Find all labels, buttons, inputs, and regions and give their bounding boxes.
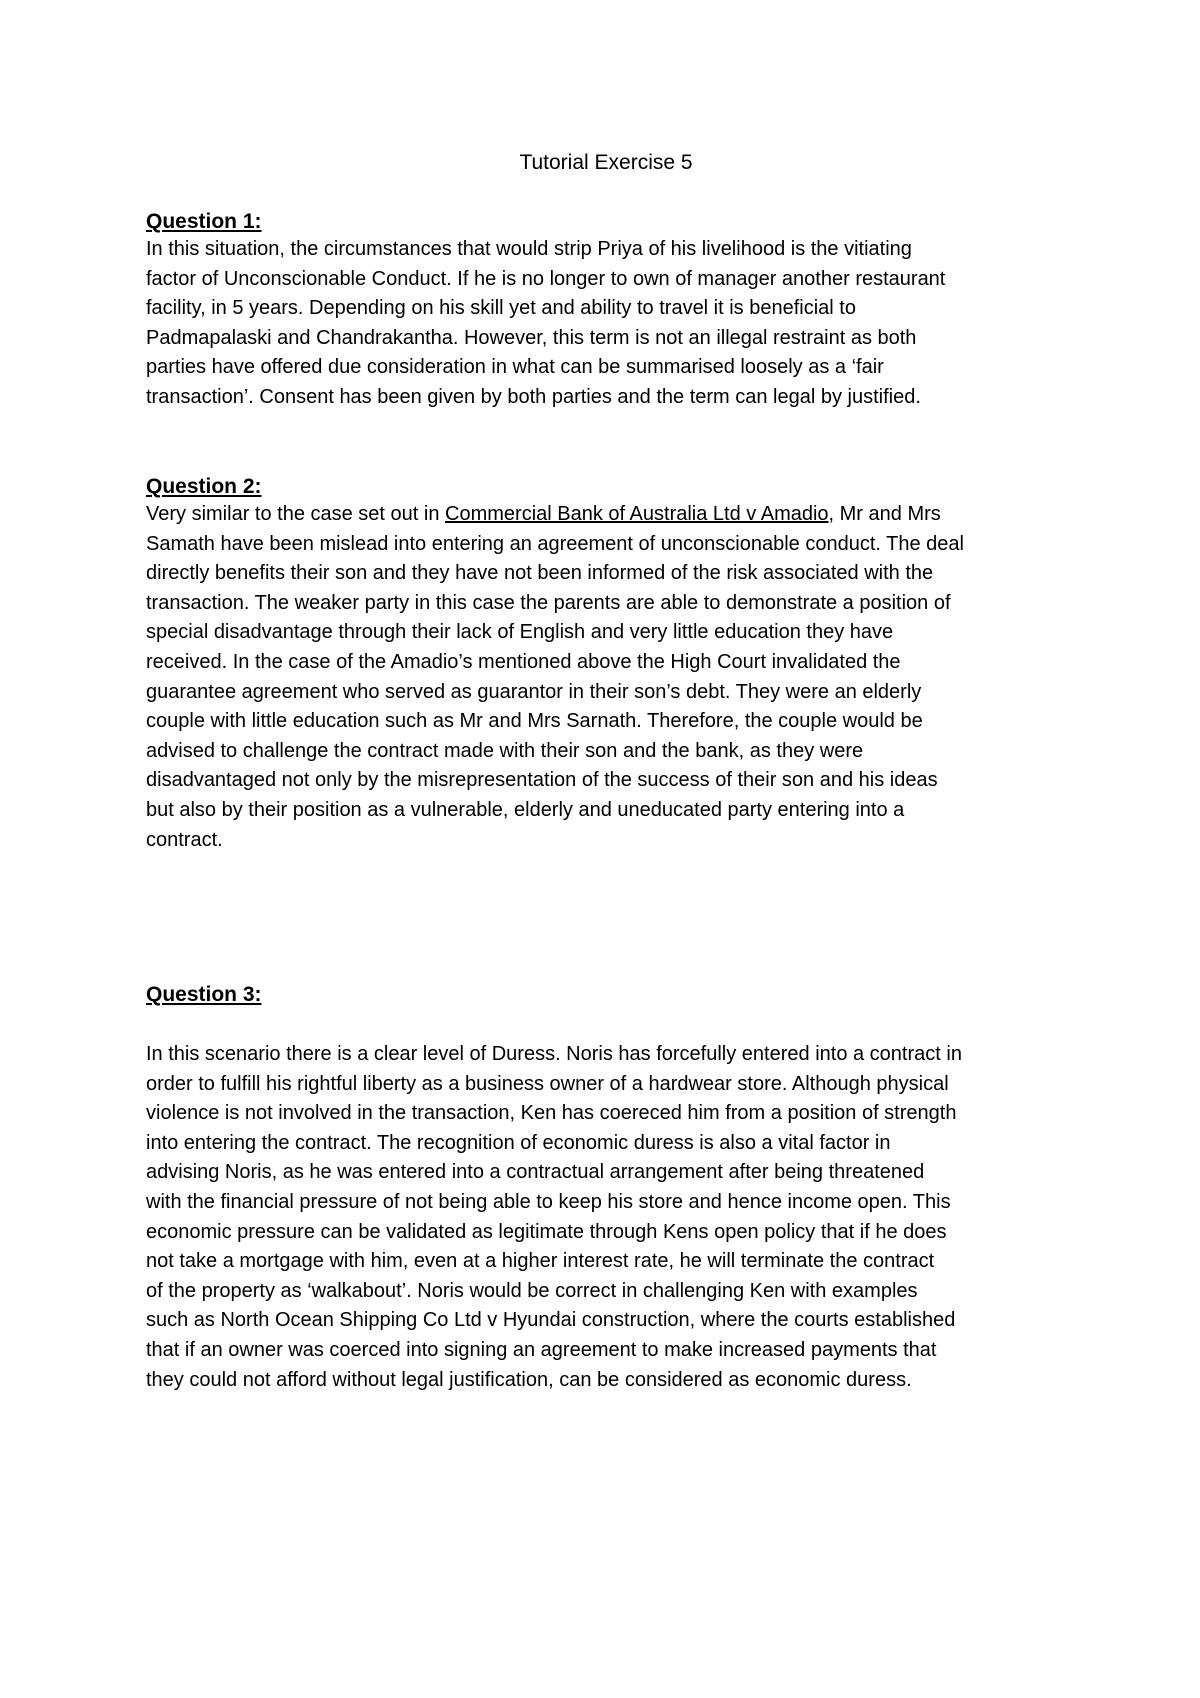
question-1-line: facility, in 5 years. Depending on his skill yet and ability to travel it is beneficial to [146, 297, 856, 320]
question-3-line: of the property as ‘walkabout’. Noris would be correct in challenging Ken with examples [146, 1279, 918, 1302]
question-3-line: that if an owner was coerced into signing an agreement to make increased payments that [146, 1338, 937, 1361]
question-3-line: such as North Ocean Shipping Co Ltd v Hyundai construction, where the courts established [146, 1309, 956, 1332]
question-2-section [146, 474, 1066, 855]
question-2-line: disadvantaged not only by the misrepresentation of the success of their son and his ideas [146, 769, 938, 792]
question-2-line: transaction. The weaker party in this case the parents are able to demonstrate a position of [146, 591, 951, 614]
question-2-line: couple with little education such as Mr and Mrs Sarnath. Therefore, the couple would be [146, 710, 923, 733]
question-2-line: special disadvantage through their lack of English and very little education they have [146, 621, 894, 644]
question-2-line: directly benefits their son and they have not been informed of the risk associated with the [146, 562, 934, 585]
question-3-heading: Question 3: [146, 983, 262, 1006]
question-2-line: but also by their position as a vulnerable, elderly and uneducated party entering into a [146, 798, 905, 821]
question-3-line: they could not afford without legal justification, can be considered as economic duress. [146, 1368, 912, 1391]
question-1-body [146, 235, 1066, 413]
question-2-line: Samath have been mislead into entering an agreement of unconscionable conduct. The deal [146, 532, 964, 555]
question-1-heading: Question 1: [146, 210, 262, 233]
question-2-line: contract. [146, 828, 223, 851]
question-1-section [146, 209, 1066, 413]
question-3-line: advising Noris, as he was entered into a contractual arrangement after being threatened [146, 1161, 925, 1184]
case-reference-link: Commercial Bank of Australia Ltd v Amadio, [445, 503, 835, 525]
question-3-line: order to fulfill his rightful liberty as a business owner of a hardwear store. Although physical [146, 1072, 949, 1095]
question-1-line: In this situation, the circumstances that would strip Priya of his livelihood is the vitiating [146, 238, 912, 260]
question-2-first-line-suffix: Mr and Mrs [834, 503, 941, 525]
question-2-line: guarantee agreement who served as guarantor in their son’s debt. They were an elderly [146, 680, 922, 703]
question-2-line [146, 500, 1066, 530]
question-2-body [146, 500, 1066, 855]
question-3-line: with the financial pressure of not being able to keep his store and hence income open. This [146, 1190, 951, 1213]
question-3-line: economic pressure can be validated as legitimate through Kens open policy that if he does [146, 1220, 947, 1243]
document-title: Tutorial Exercise 5 [519, 151, 693, 174]
question-2-heading: Question 2: [146, 475, 262, 498]
question-3-body [146, 1040, 1066, 1395]
question-1-line: transaction’. Consent has been given by both parties and the term can legal by justified. [146, 385, 921, 408]
question-3-line: not take a mortgage with him, even at a higher interest rate, he will terminate the contract [146, 1250, 935, 1273]
question-3-line: In this scenario there is a clear level of Duress. Noris has forcefully entered into a contract in [146, 1043, 962, 1065]
question-3-line: into entering the contract. The recognition of economic duress is also a vital factor in [146, 1131, 891, 1154]
question-1-line: factor of Unconscionable Conduct. If he is no longer to own of manager another restaurant [146, 267, 946, 290]
question-2-line: advised to challenge the contract made with their son and the bank, as they were [146, 739, 864, 762]
question-2-first-line-prefix: Very similar to the case set out in [146, 503, 446, 525]
question-3-section [146, 982, 1066, 1395]
question-1-line: Padmapalaski and Chandrakantha. However, this term is not an illegal restraint as both [146, 326, 917, 349]
question-1-line: parties have offered due consideration in what can be summarised loosely as a ‘fair [146, 356, 884, 379]
question-3-line: violence is not involved in the transaction, Ken has coereced him from a position of strength [146, 1102, 957, 1125]
question-2-line: received. In the case of the Amadio’s mentioned above the High Court invalidated the [146, 650, 901, 673]
